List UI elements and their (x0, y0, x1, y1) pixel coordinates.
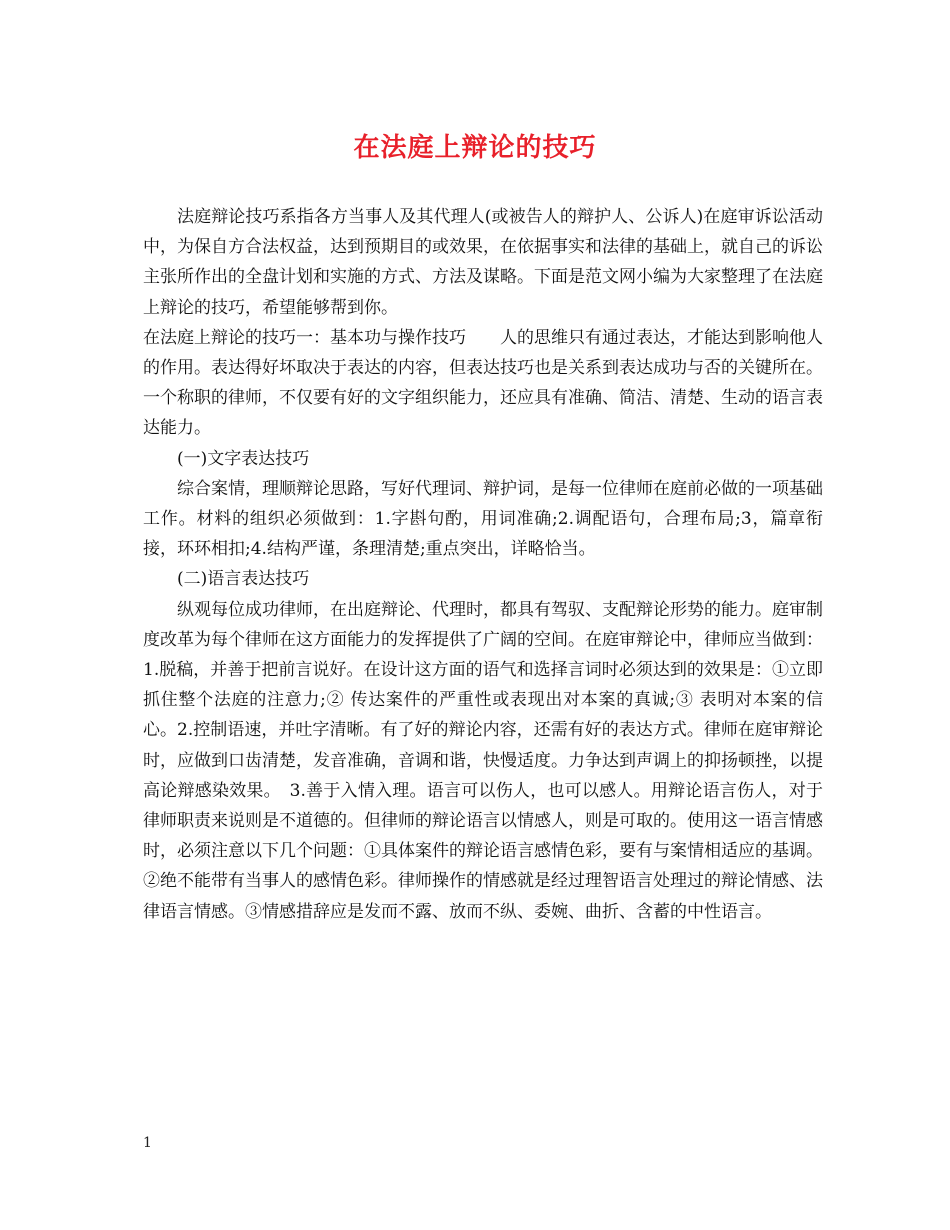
page-title: 在法庭上辩论的技巧 (353, 133, 597, 163)
paragraph-verbal-expression: 纵观每位成功律师，在出庭辩论、代理时，都具有驾驭、支配辩论形势的能力。庭审制度改革为每个律师在这方面能力的发挥提供了广阔的空间。在庭审辩论中，律师应当做到：1.脱稿，并善于把前言说好。在设计这方面的语气和选择言词时必须达到的效果是：①立即抓住整个法庭的注意力;② 传达案件的严重性或表现出对本案的真诚;③ 表明对本案的信心。2.控制语速，并吐字清晰。有了好的辩论内容，还需有好的表达方式。律师在庭审辩论时，应做到口齿清楚，发音准确，音调和谐，快慢适度。力争达到声调上的抑扬顿挫，以提高论辩感染效果。 3.善于入情入理。语言可以伤人，也可以感人。用辩论语言伤人，对于律师职责来说则是不道德的。但律师的辩论语言以情感人，则是可取的。使用这一语言情感时，必须注意以下几个问题：①具体案件的辩论语言感情色彩，要有与案情相适应的基调。②绝不能带有当事人的感情色彩。律师操作的情感就是经过理智语言处理过的辩论情感、法律语言情感。③情感措辞应是发而不露、放而不纵、委婉、曲折、含蓄的中性语言。 (143, 599, 823, 922)
paragraph-section-one: 在法庭上辩论的技巧一：基本功与操作技巧 人的思维只有通过表达，才能达到影响他人的作用。表达得好坏取决于表达的内容，但表达技巧也是关系到表达成功与否的关键所在。一个称职的律师，不仅要有好的文字组织能力，还应具有准确、简洁、清楚、生动的语言表达能力。 (143, 327, 823, 439)
document-body (143, 202, 823, 927)
paragraph-written-expression: 综合案情，理顺辩论思路，写好代理词、辩护词，是每一位律师在庭前必做的一项基础工作。材料的组织必须做到：1.字斟句酌，用词准确;2.调配语句，合理布局;3，篇章衔接，环环相扣;4.结构严谨，条理清楚;重点突出，详略恰当。 (143, 478, 823, 560)
heading-verbal-expression: (二)语言表达技巧 (177, 569, 310, 590)
paragraph-intro: 法庭辩论技巧系指各方当事人及其代理人(或被告人的辩护人、公诉人)在庭审诉讼活动中，为保自方合法权益，达到预期目的或效果，在依据事实和法律的基础上，就自己的诉讼主张所作出的全盘计划和实施的方式、方法及谋略。下面是范文网小编为大家整理了在法庭上辩论的技巧，希望能够帮到你。 (143, 207, 823, 318)
heading-written-expression: (一)文字表达技巧 (177, 448, 310, 469)
page-number: 1 (143, 1135, 152, 1151)
